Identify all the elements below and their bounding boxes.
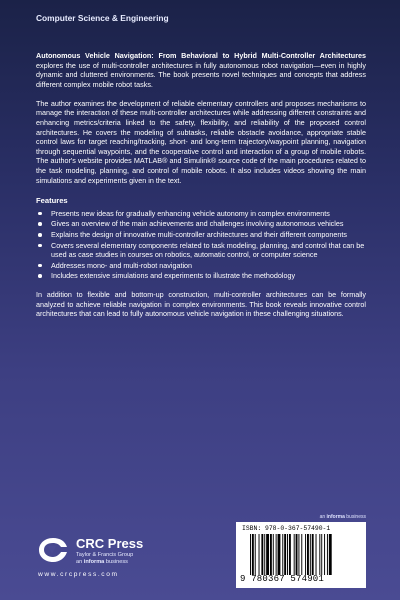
feature-item: Covers several elementary components related to task modeling, planning, and control that can be used as case studies in courses on robotics, automatic control, or computer science	[36, 241, 366, 260]
bullet-icon	[38, 222, 42, 226]
barcode-bar	[307, 534, 309, 575]
isbn-text: ISBN: 978-0-367-57490-1	[242, 525, 331, 532]
barcode-bar	[294, 534, 295, 575]
barcode-bar	[284, 534, 286, 575]
publisher-url: www.crcpress.com	[38, 571, 119, 578]
barcode-bar	[316, 534, 317, 575]
barcode-bar	[296, 534, 298, 575]
cover-text	[36, 51, 366, 328]
barcode-icon	[250, 534, 360, 575]
barcode-bar	[310, 534, 311, 575]
barcode-bar	[276, 534, 277, 575]
category-label: Computer Science & Engineering	[36, 13, 169, 23]
barcode-bar	[270, 534, 272, 575]
barcode-bar	[261, 534, 263, 575]
barcode-bar	[327, 534, 328, 575]
barcode-bar	[266, 534, 269, 575]
barcode-bar	[255, 534, 256, 575]
barcode-bar	[301, 534, 302, 575]
intro-text: explores the use of multi-controller architectures in fully autonomous robot navigation—even in highly dynamic and cluttered environments. The book presents novel techniques and concepts that address different complex mobile robot tasks.	[36, 60, 366, 89]
barcode-bar	[312, 534, 314, 575]
bullet-icon	[38, 274, 42, 278]
features-list	[36, 209, 366, 281]
barcode-bar	[287, 534, 288, 575]
barcode-bar	[282, 534, 283, 575]
bullet-icon	[38, 264, 42, 268]
feature-item: Explains the design of innovative multi-controller architectures and their different components	[36, 230, 366, 240]
barcode-bar	[319, 534, 320, 575]
publisher-informa: an informa business	[76, 559, 128, 565]
closing-paragraph: In addition to flexible and bottom-up construction, multi-controller architectures can be formally analyzed to achieve reliable navigation in complex environments. This book reveals innovative control architectures that can lead to fully autonomous vehicle navigation in these challenging situations.	[36, 289, 366, 319]
barcode-bar	[264, 534, 265, 575]
crc-press-logo	[36, 535, 206, 585]
feature-item: Includes extensive simulations and experiments to illustrate the methodology	[36, 271, 366, 281]
informa-business-label: an informa business	[319, 514, 366, 520]
author-paragraph: The author examines the development of reliable elementary controllers and proposes mechanisms to manage the interaction of these multi-controller architectures while addressing different constraints and enhancing metrics/criteria linked to the safety, flexibility, and reliability of the proposed control architectures. He covers the modeling of subtasks, reliable obstacle avoidance, appropriate stable control laws for target reaching/tracking, short- and long-term trajectory/waypoint planning, navigation through sequential waypoints, and the cooperative control and interaction of a group of mobile robots. The author's website provides MATLAB® and Simulink® source code of the main procedures related to the task modeling, planning, and control of mobile robots. It also includes videos showing the main simulations and experiments given in the text.	[36, 98, 366, 185]
barcode-bar	[252, 534, 254, 575]
bullet-icon	[38, 233, 42, 237]
bullet-icon	[38, 212, 42, 216]
barcode-bar	[305, 534, 306, 575]
barcode-bar	[259, 534, 260, 575]
barcode-bar	[298, 534, 299, 575]
barcode-bar	[273, 534, 274, 575]
barcode-bar	[324, 534, 325, 575]
feature-item: Addresses mono- and multi-robot navigation	[36, 261, 366, 271]
bullet-icon	[38, 244, 42, 248]
book-title: Autonomous Vehicle Navigation: From Behavioral to Hybrid Multi-Controller Architectures	[36, 51, 366, 60]
barcode-digits: 9 780367 574901	[240, 574, 325, 584]
barcode-bar	[321, 534, 322, 575]
barcode-bar	[278, 534, 281, 575]
features-heading: Features	[36, 196, 68, 206]
feature-item: Gives an overview of the main achievements and challenges involving autonomous vehicles	[36, 219, 366, 229]
feature-item: Presents new ideas for gradually enhancing vehicle autonomy in complex environments	[36, 209, 366, 219]
barcode-bar	[250, 534, 251, 575]
isbn-barcode	[236, 522, 366, 588]
barcode-bar	[289, 534, 291, 575]
crc-logo-icon	[36, 535, 70, 565]
publisher-group: Taylor & Francis Group	[76, 552, 134, 558]
intro-paragraph	[36, 51, 366, 89]
barcode-bars	[250, 534, 360, 575]
publisher-name: CRC Press	[76, 536, 144, 551]
barcode-bar	[329, 534, 332, 575]
